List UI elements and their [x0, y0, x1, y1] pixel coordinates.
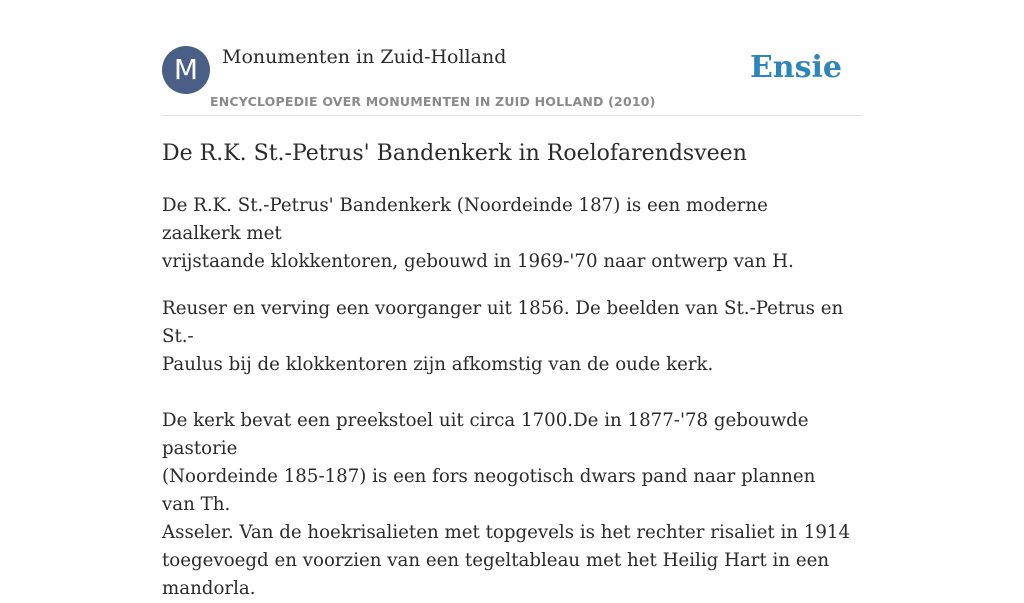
- article-paragraph: De kerk bevat een preekstoel uit circa 1700.De in 1877-'78 gebouwde pastorie (Noordeinde 185-187) is een fors neogotisch dwars pand naar plannen van Th. Asseler. Van de hoekrisalieten met topgevels is het rechter risaliet in 1914 toegevoegd en voorzien van een tegeltableau met het Heilig Hart in een mandorla.: [162, 410, 851, 599]
- source-title-link[interactable]: Monumenten in Zuid-Holland: [222, 46, 507, 68]
- source-subtitle: ENCYCLOPEDIE OVER MONUMENTEN IN ZUID HOLLAND (2010): [210, 94, 656, 109]
- source-avatar[interactable]: M: [162, 46, 210, 94]
- source-header: [162, 46, 862, 116]
- article-body: [162, 192, 852, 603]
- ensie-logo[interactable]: Ensie: [749, 50, 842, 85]
- article-paragraph: Reuser en verving een voorganger uit 1856. De beelden van St.-Petrus en St.- Paulus bij de klokkentoren zijn afkomstig van de oude kerk.: [162, 298, 844, 375]
- article-title: De R.K. St.-Petrus' Bandenkerk in Roelofarendsveen: [162, 141, 747, 166]
- article-paragraph: De R.K. St.-Petrus' Bandenkerk (Noordeinde 187) is een moderne zaalkerk met vrijstaande klokkentoren, gebouwd in 1969-'70 naar ontwerp van H.: [162, 195, 794, 272]
- header-divider: [162, 115, 862, 116]
